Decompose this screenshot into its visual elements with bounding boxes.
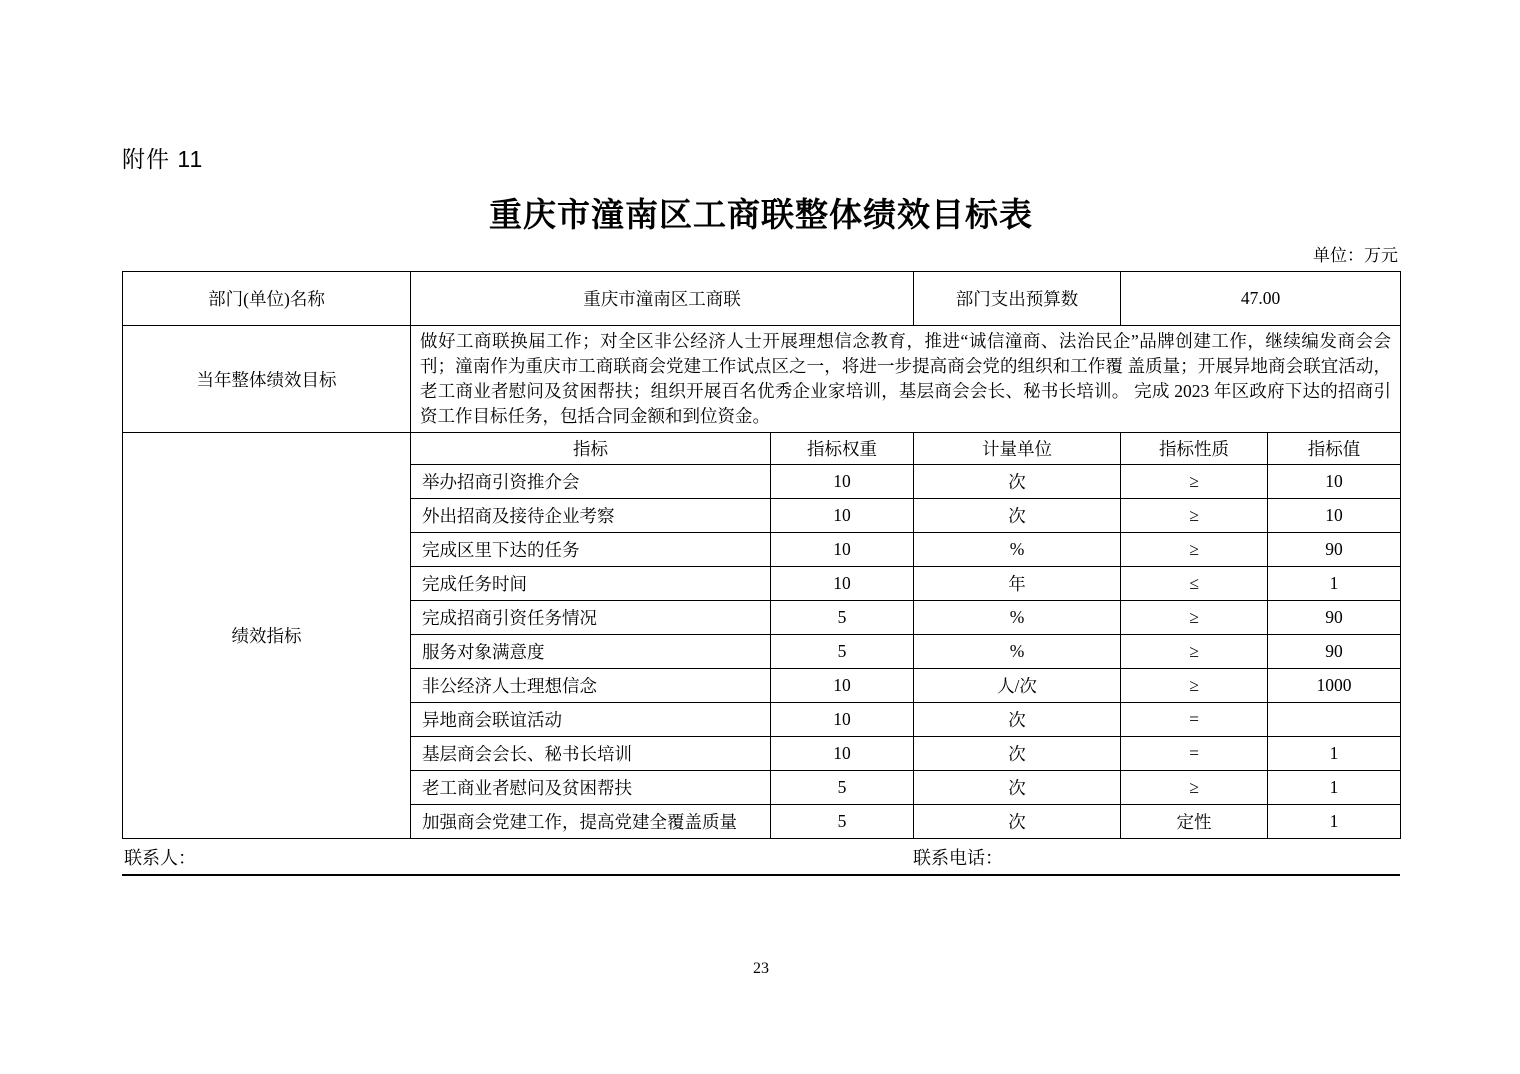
attachment-label: 附件 11: [122, 146, 204, 172]
indicator-value-cell: ≥: [1121, 465, 1268, 499]
indicator-value-cell: 10: [771, 669, 914, 703]
dept-row: [123, 272, 1401, 326]
indicator-value-cell: 10: [771, 703, 914, 737]
indicator-value-cell: 1: [1268, 805, 1401, 839]
annual-goal-label: 当年整体绩效目标: [123, 326, 411, 433]
dept-name-label: 部门(单位)名称: [123, 272, 411, 326]
indicator-name-cell: 举办招商引资推介会: [411, 465, 771, 499]
indicator-value-cell: 10: [771, 737, 914, 771]
indicator-name-cell: 完成招商引资任务情况: [411, 601, 771, 635]
indicator-name-cell: 非公经济人士理想信念: [411, 669, 771, 703]
indicator-value-cell: 人/次: [914, 669, 1121, 703]
indicator-value-cell: [1268, 703, 1401, 737]
indicator-value-cell: 5: [771, 771, 914, 805]
page-title: 重庆市潼南区工商联整体绩效目标表: [489, 198, 1033, 234]
dept-name-value: 重庆市潼南区工商联: [411, 272, 914, 326]
indicator-name-cell: 异地商会联谊活动: [411, 703, 771, 737]
unit-note: 单位：万元: [1313, 246, 1398, 265]
indicator-value-cell: ≥: [1121, 669, 1268, 703]
contact-label: 联系人：: [124, 848, 196, 868]
indicator-value-cell: 1: [1268, 771, 1401, 805]
indicator-value-cell: 10: [1268, 465, 1401, 499]
indicator-value-cell: 次: [914, 703, 1121, 737]
budget-value: 47.00: [1121, 272, 1401, 326]
indicator-value-cell: %: [914, 601, 1121, 635]
indicator-value-cell: 10: [1268, 499, 1401, 533]
column-header-value: 指标值: [1268, 433, 1401, 465]
budget-label: 部门支出预算数: [914, 272, 1121, 326]
indicator-value-cell: ≥: [1121, 601, 1268, 635]
performance-target-table: [122, 271, 1401, 839]
indicator-value-cell: 90: [1268, 533, 1401, 567]
indicator-name-cell: 服务对象满意度: [411, 635, 771, 669]
indicator-value-cell: 10: [771, 533, 914, 567]
perf-section-label: 绩效指标: [123, 433, 411, 839]
indicator-value-cell: 5: [771, 805, 914, 839]
indicator-value-cell: 次: [914, 737, 1121, 771]
column-header-nature: 指标性质: [1121, 433, 1268, 465]
indicator-name-cell: 外出招商及接待企业考察: [411, 499, 771, 533]
indicator-value-cell: 1: [1268, 567, 1401, 601]
indicator-value-cell: 5: [771, 601, 914, 635]
indicator-value-cell: 90: [1268, 601, 1401, 635]
column-header-unit: 计量单位: [914, 433, 1121, 465]
indicator-name-cell: 基层商会会长、秘书长培训: [411, 737, 771, 771]
indicator-value-cell: ≥: [1121, 635, 1268, 669]
indicator-value-cell: 次: [914, 771, 1121, 805]
indicator-value-cell: 次: [914, 465, 1121, 499]
indicator-name-cell: 完成任务时间: [411, 567, 771, 601]
indicator-name-cell: 完成区里下达的任务: [411, 533, 771, 567]
indicator-value-cell: 年: [914, 567, 1121, 601]
indicator-header-row: [123, 433, 1401, 465]
indicator-value-cell: ≥: [1121, 771, 1268, 805]
page-number: 23: [753, 960, 769, 977]
indicator-value-cell: ≤: [1121, 567, 1268, 601]
annual-goal-row: [123, 326, 1401, 433]
indicator-value-cell: 次: [914, 805, 1121, 839]
annual-goal-text: 做好工商联换届工作；对全区非公经济人士开展理想信念教育，推进“诚信潼商、法治民企”品牌创建工作，继续编发商会会刊；潼南作为重庆市工商联商会党建工作试点区之一，将进一步提高商会党的组织和工作覆 盖质量；开展异地商会联宜活动，老工商业者慰问及贫困帮扶；组织开展百名优秀企业家培训，基层商会会长、秘书长培训。 完成 2023 年区政府下达的招商引资工作目标任务，包括合同金额和到位资金。: [411, 326, 1401, 433]
indicator-value-cell: %: [914, 635, 1121, 669]
footer-bar: [122, 836, 1400, 876]
column-header-indicator: 指标: [411, 433, 771, 465]
indicator-value-cell: 10: [771, 499, 914, 533]
indicator-value-cell: =: [1121, 737, 1268, 771]
indicator-value-cell: 5: [771, 635, 914, 669]
indicator-value-cell: 定性: [1121, 805, 1268, 839]
indicator-value-cell: ≥: [1121, 533, 1268, 567]
indicator-value-cell: 10: [771, 567, 914, 601]
indicator-value-cell: 90: [1268, 635, 1401, 669]
indicator-value-cell: %: [914, 533, 1121, 567]
indicator-value-cell: ≥: [1121, 499, 1268, 533]
indicator-value-cell: =: [1121, 703, 1268, 737]
indicator-value-cell: 次: [914, 499, 1121, 533]
indicator-value-cell: 1000: [1268, 669, 1401, 703]
indicator-value-cell: 10: [771, 465, 914, 499]
column-header-weight: 指标权重: [771, 433, 914, 465]
indicator-name-cell: 老工商业者慰问及贫困帮扶: [411, 771, 771, 805]
indicator-name-cell: 加强商会党建工作，提高党建全覆盖质量: [411, 805, 771, 839]
phone-label: 联系电话：: [913, 848, 1003, 868]
indicator-value-cell: 1: [1268, 737, 1401, 771]
